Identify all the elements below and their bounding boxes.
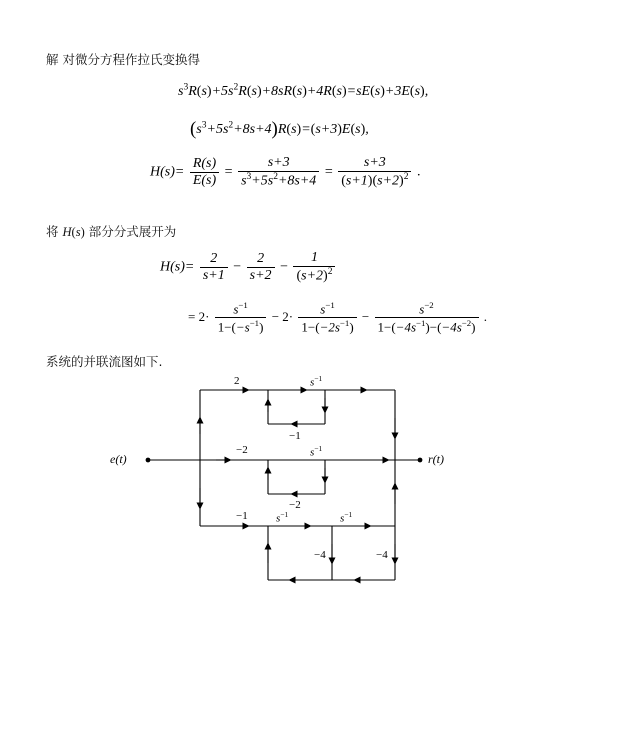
label-gain-minus-1: −1 [236,510,248,522]
solution-intro-line: 解 对微分方程作拉氏变换得 [46,52,200,67]
fraction-denominator: $1-(-2s^{-1})$ [301,318,354,335]
term-2-over-s-plus-1 [200,251,228,284]
fraction-numerator: 2 [247,251,275,268]
fraction-numerator: 2 [200,251,228,268]
z-term-1 [215,300,267,336]
label-gain-2-top: 2 [234,375,240,387]
label-gain-minus-2: −2 [236,444,248,456]
label-feedback-minus-1: −1 [289,430,301,442]
minus-sign-1: − [233,259,242,275]
label-delay-mid-1: $s^{-1}$ [310,444,323,459]
fraction-denominator: $1-(-4s^{-1})-(-4s^{-2})$ [377,318,476,335]
equation-3-period: . [416,164,421,180]
fraction-numerator: R(s) [190,156,219,173]
fraction-denominator: s+1 [202,267,225,283]
equation-5-coef-2: 2· [282,308,294,324]
flow-graph-svg [120,368,520,603]
label-delay-bot-2: $s^{-1}$ [340,510,353,525]
partial-fraction-text-2: 部分分式展开为 [84,224,177,239]
label-delay-top-1: $s^{-1}$ [310,374,323,389]
z-term-2 [298,300,356,336]
flowgraph-caption: 系统的并联流图如下. [46,354,163,369]
fraction-denominator: $(s+2)^2$ [296,267,333,284]
fraction-poly-1 [238,155,319,190]
fraction-numerator: $s^{-1}$ [298,300,356,318]
term-1-over-s-plus-2-squared [293,250,335,285]
minus-sign-1: − [271,308,280,324]
equals-sign-1: = [224,164,233,180]
equation-3 [150,155,420,190]
equals-sign-2: = [324,164,333,180]
partial-fraction-H: H(s) [62,225,85,239]
fraction-numerator: s+3 [338,155,411,172]
equation-3-lhs: H(s)= [150,164,185,180]
fraction-numerator: $s^{-2}$ [375,300,479,318]
fraction-denominator: $s^3+5s^2+8s+4$ [241,172,317,189]
fraction-denominator: E(s) [192,172,217,188]
fraction-numerator: 1 [293,250,335,267]
fraction-denominator: s+2 [249,267,272,283]
input-node-label: e(t) [110,452,127,466]
label-feedback-minus-2: −2 [289,499,301,511]
minus-sign-2: − [280,259,288,275]
partial-fraction-text: 将 [46,224,63,239]
equation-4-lhs: H(s)= [160,259,195,275]
fraction-denominator: $(s+1)(s+2)^2$ [341,172,409,189]
equation-1 [178,82,428,100]
label-feedback-minus-4-b: −4 [376,549,388,561]
fraction-R-over-E [190,156,219,189]
equation-4 [160,250,337,285]
equation-1-text: $s^3R(s)+5s^2R(s)+8sR(s)+4R(s)=sE(s)+3E(s)$, [178,82,429,99]
output-node-label: r(t) [428,452,444,466]
term-2-over-s-plus-2 [247,251,275,284]
equation-5-equals: = [188,308,196,324]
equation-5 [188,300,487,336]
partial-fraction-line [46,222,176,240]
fraction-numerator: s+3 [238,155,319,172]
equation-2 [190,118,369,140]
label-delay-bot-1: $s^{-1}$ [276,510,289,525]
minus-sign-2: − [361,308,370,324]
equation-2-text: $(s^3+5s^2+8s+4)R(s)=(s+3)E(s)$, [190,118,369,139]
signal-flow-graph [110,368,520,603]
z-term-3 [375,300,479,336]
label-feedback-minus-4-a: −4 [314,549,326,561]
fraction-denominator: $1-(-s^{-1})$ [217,318,264,335]
equation-5-coef-1: 2· [198,308,210,324]
fraction-factored [338,155,411,190]
fraction-numerator: $s^{-1}$ [215,300,267,318]
equation-5-period: . [483,308,488,324]
